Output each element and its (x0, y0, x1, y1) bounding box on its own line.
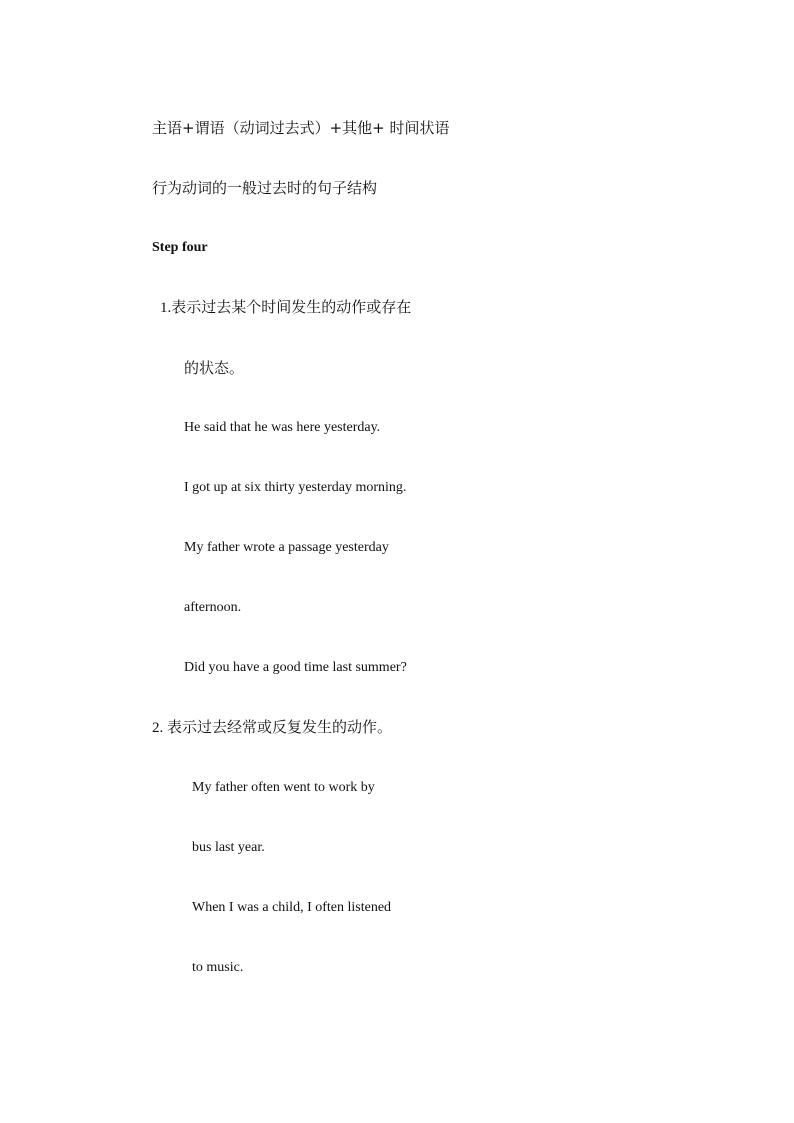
usage-point-1-continued: 的状态。 (184, 359, 245, 377)
example-sentence: He said that he was here yesterday. (184, 420, 381, 435)
example-sentence-continued: afternoon. (184, 600, 242, 615)
example-sentence: When I was a child, I often listened (192, 900, 392, 915)
example-sentence: My father often went to work by (192, 780, 375, 795)
usage-point-2: 2. 表示过去经常或反复发生的动作。 (152, 720, 393, 736)
example-sentence: My father wrote a passage yesterday (184, 540, 389, 555)
example-sentence-continued: bus last year. (192, 840, 265, 855)
structure-formula: 主语+谓语（动词过去式）+其他+ 时间状语 (152, 119, 450, 137)
usage-point-1: 1.表示过去某个时间发生的动作或存在 (160, 300, 412, 316)
section-heading: Step four (152, 240, 208, 255)
example-sentence: Did you have a good time last summer? (184, 660, 407, 675)
example-sentence: I got up at six thirty yesterday morning. (184, 480, 407, 495)
example-sentence-continued: to music. (192, 960, 244, 975)
structure-caption: 行为动词的一般过去时的句子结构 (152, 179, 378, 197)
